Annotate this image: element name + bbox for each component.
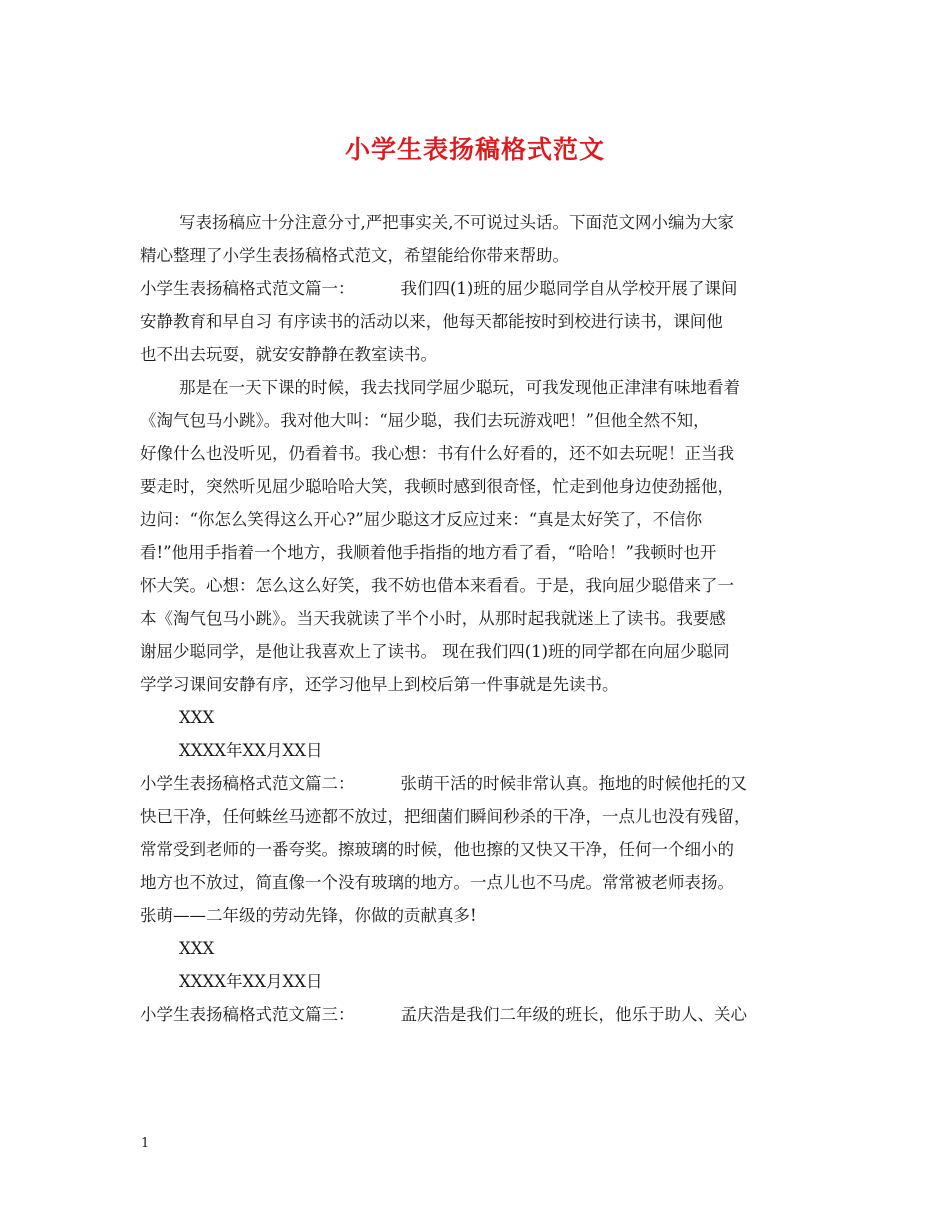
paragraph-line: 学学习课间安静有序，还学习他早上到校后第一件事就是先读书。 [140, 675, 619, 694]
paragraph-line: 张萌——二年级的劳动先锋，你做的贡献真多! [140, 906, 477, 925]
paragraph-line: 怀大笑。心想：怎么这么好笑，我不妨也借本来看看。于是，我向屈少聪借来了一 [140, 576, 734, 595]
paragraph-line: 看!”他用手指着一个地方，我顺着他手指指的地方看了看，“哈哈！”我顿时也开 [140, 543, 717, 562]
paragraph-first-line: 那是在一天下课的时候，我去找同学屈少聪玩，可我发现他正津津有味地看着 [179, 378, 740, 397]
document-title: 小学生表扬稿格式范文 [344, 135, 605, 164]
paragraph-line: 要走时，突然听见屈少聪哈哈大笑，我顿时感到很奇怪，忙走到他身边使劲摇他， [140, 477, 734, 496]
section-heading-line [140, 767, 820, 800]
paragraph-first-line: XXX [179, 708, 215, 727]
page-number: 1 [141, 1136, 150, 1151]
paragraph-first-line: XXXX年XX月XX日 [179, 972, 323, 991]
document-body [140, 206, 820, 1031]
paragraph-line: 《淘气包马小跳》。我对他大叫：“屈少聪，我们去玩游戏吧！”但他全然不知， [140, 411, 710, 430]
paragraph-line: 也不出去玩耍，就安安静静在教室读书。 [140, 345, 437, 364]
section-text: 张萌干活的时候非常认真。拖地的时候他托的又 [400, 774, 747, 793]
section-label: 小学生表扬稿格式范文篇二： [140, 774, 355, 793]
paragraph-line: 本《淘气包马小跳》。当天我就读了半个小时，从那时起我就迷上了读书。我要感 [140, 609, 726, 628]
paragraph-line: 边问：“你怎么笑得这么开心?”屈少聪这才反应过来：“真是太好笑了，不信你 [140, 510, 703, 529]
paragraph-line: 谢屈少聪同学，是他让我喜欢上了读书。 现在我们四(1)班的同学都在向屈少聪同 [140, 642, 730, 661]
section-text: 孟庆浩是我们二年级的班长，他乐于助人、关心 [400, 1005, 747, 1024]
paragraph-line: 快已干净，任何蛛丝马迹都不放过，把细菌们瞬间秒杀的干净，一点儿也没有残留， [140, 807, 751, 826]
section-text: 我们四(1)班的屈少聪同学自从学校开展了课间 [400, 279, 738, 298]
paragraph-line: 地方也不放过，简直像一个没有玻璃的地方。一点儿也不马虎。常常被老师表扬。 [140, 873, 734, 892]
section-label: 小学生表扬稿格式范文篇一： [140, 279, 355, 298]
paragraph-first-line: 写表扬稿应十分注意分寸,严把事实关,不可说过头话。下面范文网小编为大家 [179, 213, 734, 232]
paragraph-line: 精心整理了小学生表扬稿格式范文，希望能给你带来帮助。 [140, 246, 569, 265]
paragraph-first-line: XXX [179, 939, 215, 958]
paragraph-first-line: XXXX年XX月XX日 [179, 741, 323, 760]
paragraph-line: 安静教育和早自习 有序读书的活动以来，他每天都能按时到校进行读书，课间他 [140, 312, 723, 331]
section-heading-line [140, 998, 820, 1031]
section-label: 小学生表扬稿格式范文篇三： [140, 1005, 355, 1024]
section-heading-line [140, 272, 820, 305]
paragraph-line: 好像什么也没听见，仍看着书。我心想：书有什么好看的，还不如去玩呢！正当我 [140, 444, 734, 463]
paragraph-line: 常常受到老师的一番夸奖。擦玻璃的时候，他也擦的又快又干净，任何一个细小的 [140, 840, 734, 859]
